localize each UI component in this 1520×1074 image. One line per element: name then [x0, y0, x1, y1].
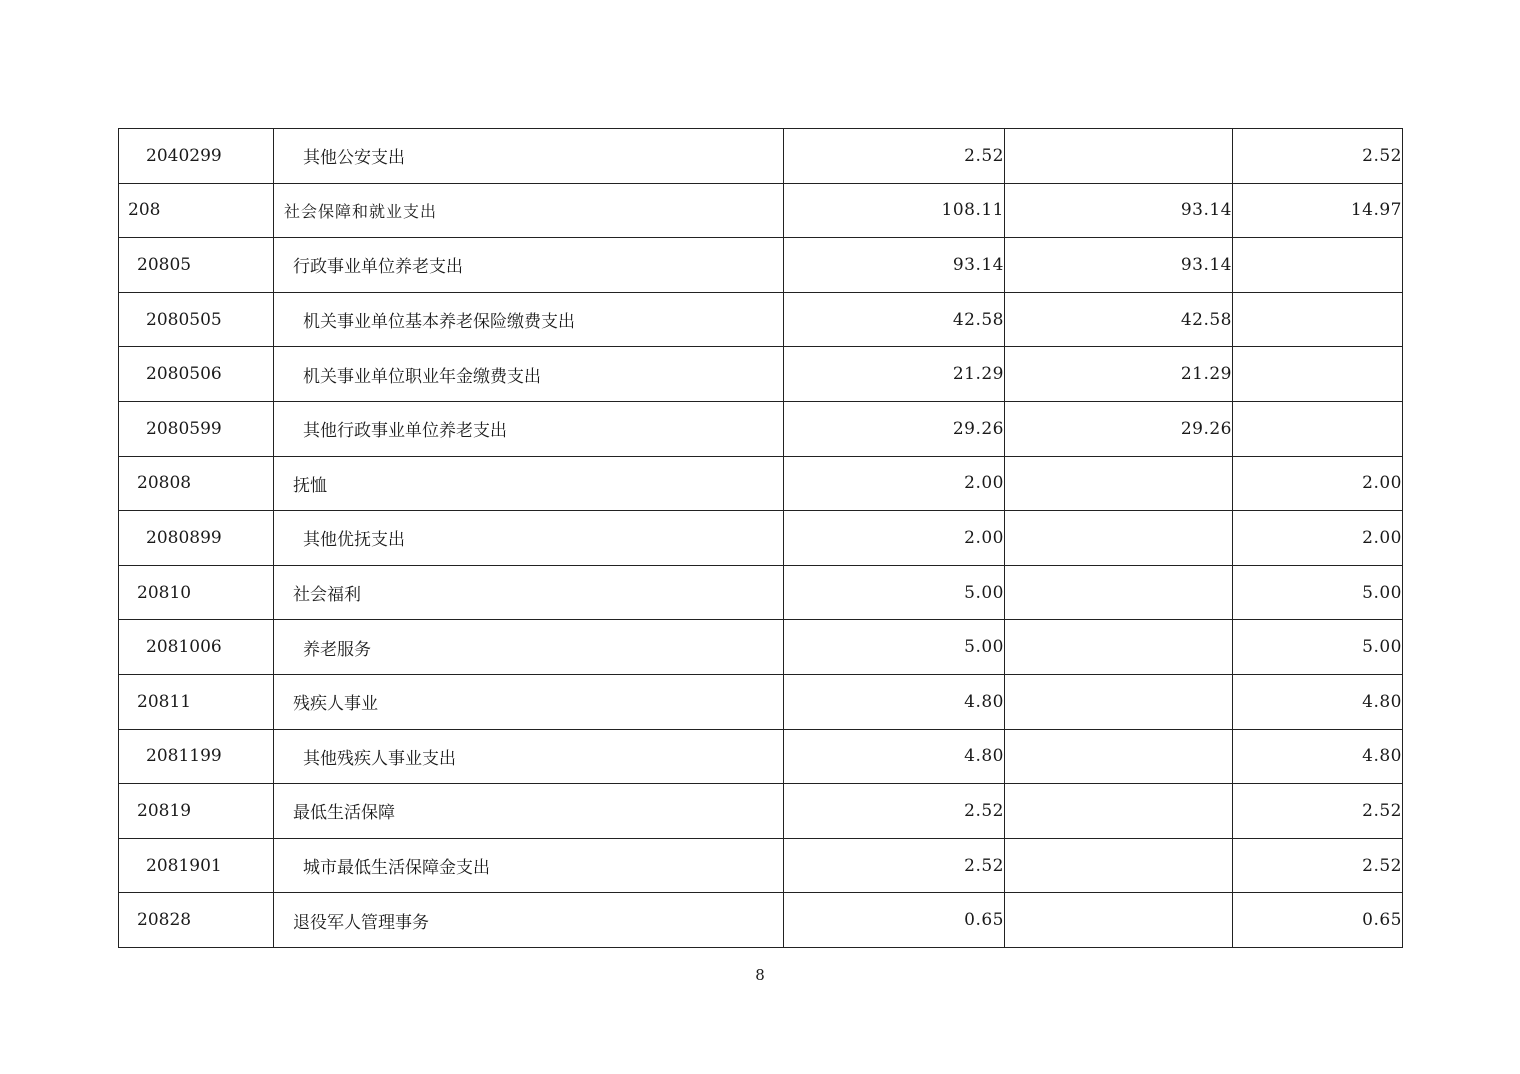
project-expenditure-cell: [1233, 292, 1403, 347]
account-name-cell: 社会保障和就业支出: [274, 183, 784, 238]
account-code-cell: 2040299: [119, 129, 274, 184]
account-name-cell: 社会福利: [274, 565, 784, 620]
basic-expenditure-cell: [1005, 620, 1233, 675]
project-expenditure-cell: 0.65: [1233, 893, 1403, 948]
project-expenditure-cell: 14.97: [1233, 183, 1403, 238]
account-code-cell: 2081901: [119, 838, 274, 893]
account-code-cell: 20819: [119, 784, 274, 839]
basic-expenditure-cell: 93.14: [1005, 183, 1233, 238]
account-code-cell: 2080506: [119, 347, 274, 402]
project-expenditure-cell: 4.80: [1233, 729, 1403, 784]
account-name-cell: 其他公安支出: [274, 129, 784, 184]
account-code-cell: 20810: [119, 565, 274, 620]
account-name-cell: 城市最低生活保障金支出: [274, 838, 784, 893]
total-amount-cell: 108.11: [784, 183, 1005, 238]
table-row: [119, 511, 1403, 566]
account-code-cell: 2081199: [119, 729, 274, 784]
account-code-cell: 208: [119, 183, 274, 238]
project-expenditure-cell: 2.52: [1233, 129, 1403, 184]
project-expenditure-cell: [1233, 238, 1403, 293]
project-expenditure-cell: 2.00: [1233, 456, 1403, 511]
table-row: [119, 784, 1403, 839]
account-name-cell: 行政事业单位养老支出: [274, 238, 784, 293]
basic-expenditure-cell: [1005, 838, 1233, 893]
account-name-cell: 抚恤: [274, 456, 784, 511]
total-amount-cell: 0.65: [784, 893, 1005, 948]
account-name-cell: 其他行政事业单位养老支出: [274, 401, 784, 456]
account-name-cell: 其他残疾人事业支出: [274, 729, 784, 784]
total-amount-cell: 2.00: [784, 456, 1005, 511]
basic-expenditure-cell: [1005, 784, 1233, 839]
total-amount-cell: 42.58: [784, 292, 1005, 347]
account-name-cell: 机关事业单位基本养老保险缴费支出: [274, 292, 784, 347]
basic-expenditure-cell: [1005, 511, 1233, 566]
project-expenditure-cell: 5.00: [1233, 620, 1403, 675]
total-amount-cell: 2.52: [784, 129, 1005, 184]
table-row: [119, 456, 1403, 511]
total-amount-cell: 29.26: [784, 401, 1005, 456]
basic-expenditure-cell: [1005, 729, 1233, 784]
total-amount-cell: 5.00: [784, 620, 1005, 675]
total-amount-cell: 5.00: [784, 565, 1005, 620]
basic-expenditure-cell: [1005, 893, 1233, 948]
expenditure-table: [118, 128, 1403, 948]
table-row: [119, 292, 1403, 347]
total-amount-cell: 2.00: [784, 511, 1005, 566]
basic-expenditure-cell: [1005, 674, 1233, 729]
account-name-cell: 退役军人管理事务: [274, 893, 784, 948]
account-code-cell: 2080599: [119, 401, 274, 456]
table-row: [119, 401, 1403, 456]
account-name-cell: 其他优抚支出: [274, 511, 784, 566]
project-expenditure-cell: 2.00: [1233, 511, 1403, 566]
total-amount-cell: 4.80: [784, 729, 1005, 784]
project-expenditure-cell: 2.52: [1233, 838, 1403, 893]
total-amount-cell: 4.80: [784, 674, 1005, 729]
account-code-cell: 20805: [119, 238, 274, 293]
account-code-cell: 20828: [119, 893, 274, 948]
account-code-cell: 2080505: [119, 292, 274, 347]
account-code-cell: 2080899: [119, 511, 274, 566]
basic-expenditure-cell: 93.14: [1005, 238, 1233, 293]
table-row: [119, 620, 1403, 675]
table-row: [119, 183, 1403, 238]
table-row: [119, 129, 1403, 184]
account-code-cell: 20811: [119, 674, 274, 729]
total-amount-cell: 21.29: [784, 347, 1005, 402]
basic-expenditure-cell: [1005, 456, 1233, 511]
table-row: [119, 729, 1403, 784]
basic-expenditure-cell: [1005, 565, 1233, 620]
page-number: 8: [755, 966, 765, 984]
account-name-cell: 养老服务: [274, 620, 784, 675]
basic-expenditure-cell: [1005, 129, 1233, 184]
account-name-cell: 最低生活保障: [274, 784, 784, 839]
project-expenditure-cell: [1233, 347, 1403, 402]
table-row: [119, 347, 1403, 402]
project-expenditure-cell: [1233, 401, 1403, 456]
account-name-cell: 机关事业单位职业年金缴费支出: [274, 347, 784, 402]
table-row: [119, 238, 1403, 293]
project-expenditure-cell: 2.52: [1233, 784, 1403, 839]
total-amount-cell: 2.52: [784, 784, 1005, 839]
total-amount-cell: 2.52: [784, 838, 1005, 893]
basic-expenditure-cell: 21.29: [1005, 347, 1233, 402]
table-body: [119, 129, 1403, 948]
total-amount-cell: 93.14: [784, 238, 1005, 293]
table-row: [119, 838, 1403, 893]
project-expenditure-cell: 5.00: [1233, 565, 1403, 620]
account-code-cell: 20808: [119, 456, 274, 511]
account-name-cell: 残疾人事业: [274, 674, 784, 729]
project-expenditure-cell: 4.80: [1233, 674, 1403, 729]
table-row: [119, 674, 1403, 729]
table-row: [119, 893, 1403, 948]
basic-expenditure-cell: 29.26: [1005, 401, 1233, 456]
table-row: [119, 565, 1403, 620]
account-code-cell: 2081006: [119, 620, 274, 675]
basic-expenditure-cell: 42.58: [1005, 292, 1233, 347]
